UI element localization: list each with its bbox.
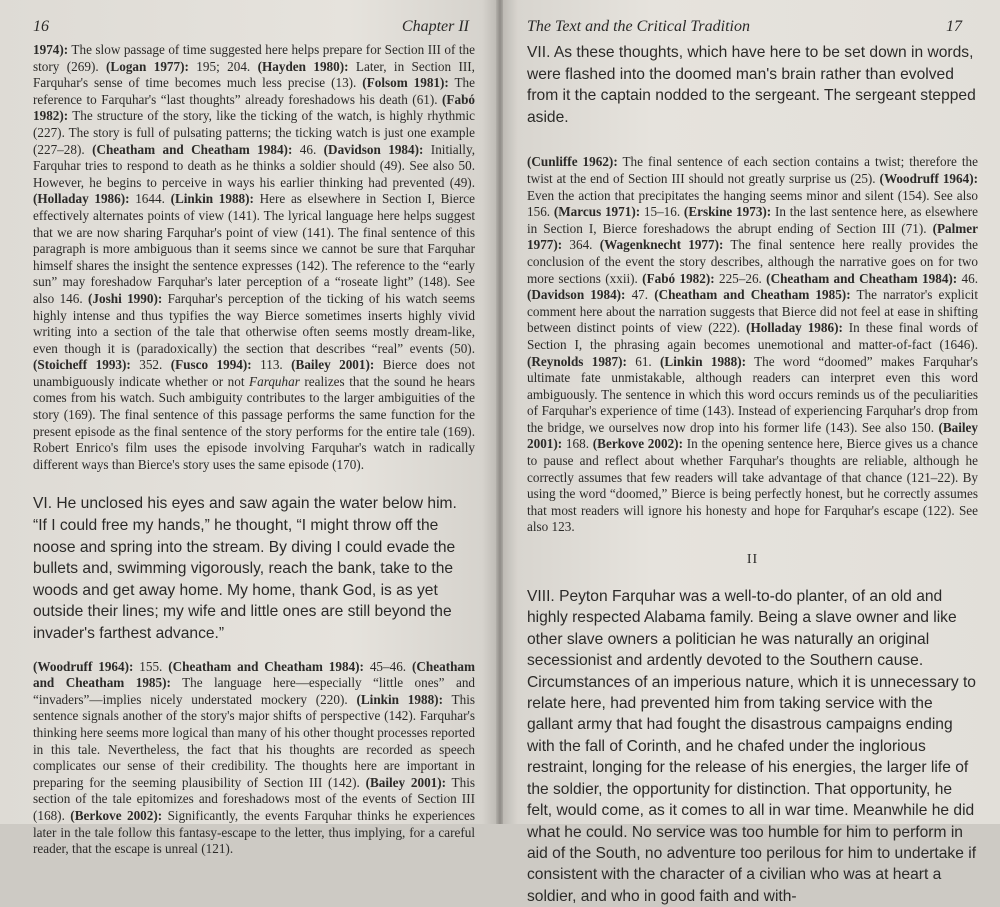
citation-label: (Cheatham and Cheatham 1984): xyxy=(168,658,364,674)
citation-label: (Linkin 1988): xyxy=(356,691,443,707)
citation-label: (Fabó 1982): xyxy=(642,270,715,286)
citation-label: (Holladay 1986): xyxy=(33,191,130,207)
citation-label: (Bailey 2001): xyxy=(527,419,978,452)
citation-label: (Linkin 1988): xyxy=(170,191,254,207)
page-number: 17 xyxy=(946,18,962,35)
citation-label: (Davidson 1984): xyxy=(323,141,424,157)
citation-label: (Erskine 1973): xyxy=(683,204,772,220)
citation-label: (Fusco 1994): xyxy=(170,357,252,373)
citation-label: (Logan 1977): xyxy=(106,58,189,74)
citation-label: (Bailey 2001): xyxy=(291,357,375,373)
commentary-paragraph: (Woodruff 1964): 155. (Cheatham and Cheatham 1984): 45–46. (Cheatham and Cheatham 1985): The language here—especially “little ones” and “invaders”—implies nicely understated mockery (220). (Linkin 1988): This sentence signals another of the story's major shifts of perspective (142). Farquhar's thinking here seems more logical than many of his other thought processes reported in this tale. Nevertheless, the fact that his thoughts are recorded as speech complicates our sense of their credibility. The thoughts here are important in preparing for the seeming plausibility of Section III (142). (Bailey 2001): This section of the tale epitomizes and foreshadows most of the events of Section III (168). (Berkove 2002): Significantly, the events Farquhar thinks he experiences later in the tale follow this fantasy-escape to the letter, thus implying, for a careful reader, that the escape is unreal (121). xyxy=(33,658,476,857)
citation-label: (Berkove 2002): xyxy=(592,436,683,452)
citation-label: (Palmer 1977): xyxy=(527,220,978,253)
citation-label: (Berkove 2002): xyxy=(70,807,163,823)
citation-label: (Cheatham and Cheatham 1985): xyxy=(654,287,851,303)
citation-label: (Holladay 1986): xyxy=(746,320,843,336)
citation-label: (Cheatham and Cheatham 1985): xyxy=(33,658,476,691)
citation-label: (Woodruff 1964): xyxy=(33,658,134,674)
citation-label: (Joshi 1990): xyxy=(88,290,163,306)
commentary-paragraph: (Cunliffe 1962): The final sentence of each section contains a twist; therefore the twist at the end of Section III should not greatly surprise us (25). (Woodruff 1964): Even the action that precipitates the hanging seems minor and silent (154). See also 156. (Marcus 1971): 15–16. (Erskine 1973): In the last sentence here, as elsewhere in Section I, Bierce foreshadows the abrupt ending of Section III (71). (Palmer 1977): 364. (Wagenknecht 1977): The final sentence here really provides the conclusion of the event the story describes, although the narrative goes on for two more sections (xxii). (Fabó 1982): 225–26. (Cheatham and Cheatham 1984): 46. (Davidson 1984): 47. (Cheatham and Cheatham 1985): The narrator's explicit comment here about the narration suggests that Bierce did not feel at ease in shifting between distinct points of view (222). (Holladay 1986): In these final words of Section I, the phrasing again becomes unemotional and matter-of-fact (1646). (Reynolds 1987): 61. (Linkin 1988): The word “doomed” makes Farquhar's ultimate fate unmistakable, although readers can interpret even this word ambiguously. The sentence in which this word occurs reminds us of the peculiarities of Farquhar's experience of time (143). Instead of experiencing Farquhar's drop from the bridge, we ourselves now drop into his former life (143). See also 150. (Bailey 2001): 168. (Berkove 2002): In the opening sentence here, Bierce gives us a chance to pause and reflect about whether Farquhar's thoughts are reliable, although he correctly assumes that few readers will take advantage of that chance (121–22). By using the word “doomed,” Bierce is being perfectly honest, but he correctly assumes that most readers will ignore his honesty and hope for Farquhar's escape (122). See also 123. xyxy=(527,154,979,535)
story-excerpt-vi: VI. He unclosed his eyes and saw again the water below him. “If I could free my hands,” he thought, “I might throw off the noose and spring into the stream. By diving I could evade the bullets and, swimming vigorously, reach the bank, take to the woods and get away home. My home, thank God, is as yet outside their lines; my wife and little ones are still beyond the invader's farthest advance.” xyxy=(33,495,457,642)
emphasis-text: Farquhar xyxy=(249,373,300,389)
citation-label: (Marcus 1971): xyxy=(553,204,641,220)
book-section-title: The Text and the Critical Tradition xyxy=(527,18,750,35)
citation-label: (Cunliffe 1962): xyxy=(527,154,618,170)
citation-label: (Davidson 1984): xyxy=(527,287,626,303)
citation-label: (Cheatham and Cheatham 1984): xyxy=(92,141,293,157)
citation-label: (Linkin 1988): xyxy=(660,353,747,369)
story-excerpt-vii: VII. As these thoughts, which have here to be set down in words, were flashed into the doomed man's brain rather than evolved from it the captain nodded to the sergeant. The sergeant stepped aside. xyxy=(527,44,976,126)
citation-label: (Hayden 1980): xyxy=(257,58,349,74)
page-number: 16 xyxy=(33,18,49,35)
commentary-paragraph: 1974): The slow passage of time suggested here helps prepare for Section III of the story (269). (Logan 1977): 195; 204. (Hayden 1980): Later, in Section III, Farquhar's sense of time becomes much less precise (13). (Folsom 1981): The reference to Farquhar's “last thoughts” already foreshadows his death (61). (Fabó 1982): The structure of the story, like the ticking of the watch, is highly rhythmic (227). The story is full of pulsating patterns; the ticking watch is just one example (227–28). (Cheatham and Cheatham 1984): 46. (Davidson 1984): Initially, Farquhar tries to respond to death as he thinks a soldier should (49). See also 50. However, he begins to perceive in ways his earlier thinking had prevented (49). (Holladay 1986): 1644. (Linkin 1988): Here as elsewhere in Section I, Bierce effectively alternates points of view (141). The lyrical language here helps suggest that we are now sharing Farquhar's point of view (141). The final sentence of this paragraph is more ambiguous than it seems since we cannot be sure that Farquhar himself shares the insight the sentence expresses (142). The reference to the “early sun” may foreshadow Farquhar's later perception of a “roseate light” (148). See also 146. (Joshi 1990): Farquhar's perception of the ticking of his watch seems highly intense and thus typifies the way Bierce sometimes inserts highly vivid writing into a section of the tale that otherwise often seems mostly dream-like, even though it is (paradoxically) the section that describes “real” events (50). (Stoicheff 1993): 352. (Fusco 1994): 113. (Bailey 2001): Bierce does not unambiguously indicate whether or not Farquhar realizes that the sound he hears comes from his watch. Such ambiguity contributes to the larger ambiguities of the story (169). The final sentence of this passage performs the same function for the present episode as the final sentence of the story performs for the entire tale (169). Robert Enrico's film uses the episode involving Farquhar's watch in radically different ways than Bierce's story uses the same episode (170). xyxy=(33,42,476,472)
story-excerpt-viii: VIII. Peyton Farquhar was a well-to-do planter, of an old and highly respected Alabama family. Being a slave owner and like other slave owners a politician he was naturally an original secessionist and ardently devoted to the Southern cause. Circumstances of an imperious nature, which it is unnecessary to relate here, had prevented him from taking service with the gallant army that had fought the disastrous campaigns ending with the fall of Corinth, and he chafed under the inglorious restraint, longing for the release of his energies, the larger life of the soldier, the opportunity for distinction. That opportunity, he felt, would come, as it comes to all in war time. Meanwhile he did what he could. No service was too humble for him to perform in aid of the South, no adventure too perilous for him to undertake if consistent with the character of a civilian who was at heart a soldier, and who in good faith and with- xyxy=(527,588,977,905)
citation-label: 1974): xyxy=(33,42,69,57)
citation-label: (Reynolds 1987): xyxy=(527,353,627,369)
citation-label: (Fabó 1982): xyxy=(33,91,475,124)
citation-label: (Folsom 1981): xyxy=(362,75,449,91)
citation-label: (Woodruff 1964): xyxy=(879,170,978,186)
citation-label: (Bailey 2001): xyxy=(365,774,447,790)
right-page xyxy=(503,0,1000,905)
citation-label: (Cheatham and Cheatham 1984): xyxy=(766,270,958,286)
right-running-head xyxy=(527,18,978,44)
left-running-head xyxy=(33,18,475,44)
citation-label: (Stoicheff 1993): xyxy=(33,357,131,373)
left-page xyxy=(0,0,497,857)
chapter-title: Chapter II xyxy=(401,18,469,35)
citation-label: (Wagenknecht 1977): xyxy=(599,237,724,253)
section-marker: II xyxy=(746,552,759,568)
